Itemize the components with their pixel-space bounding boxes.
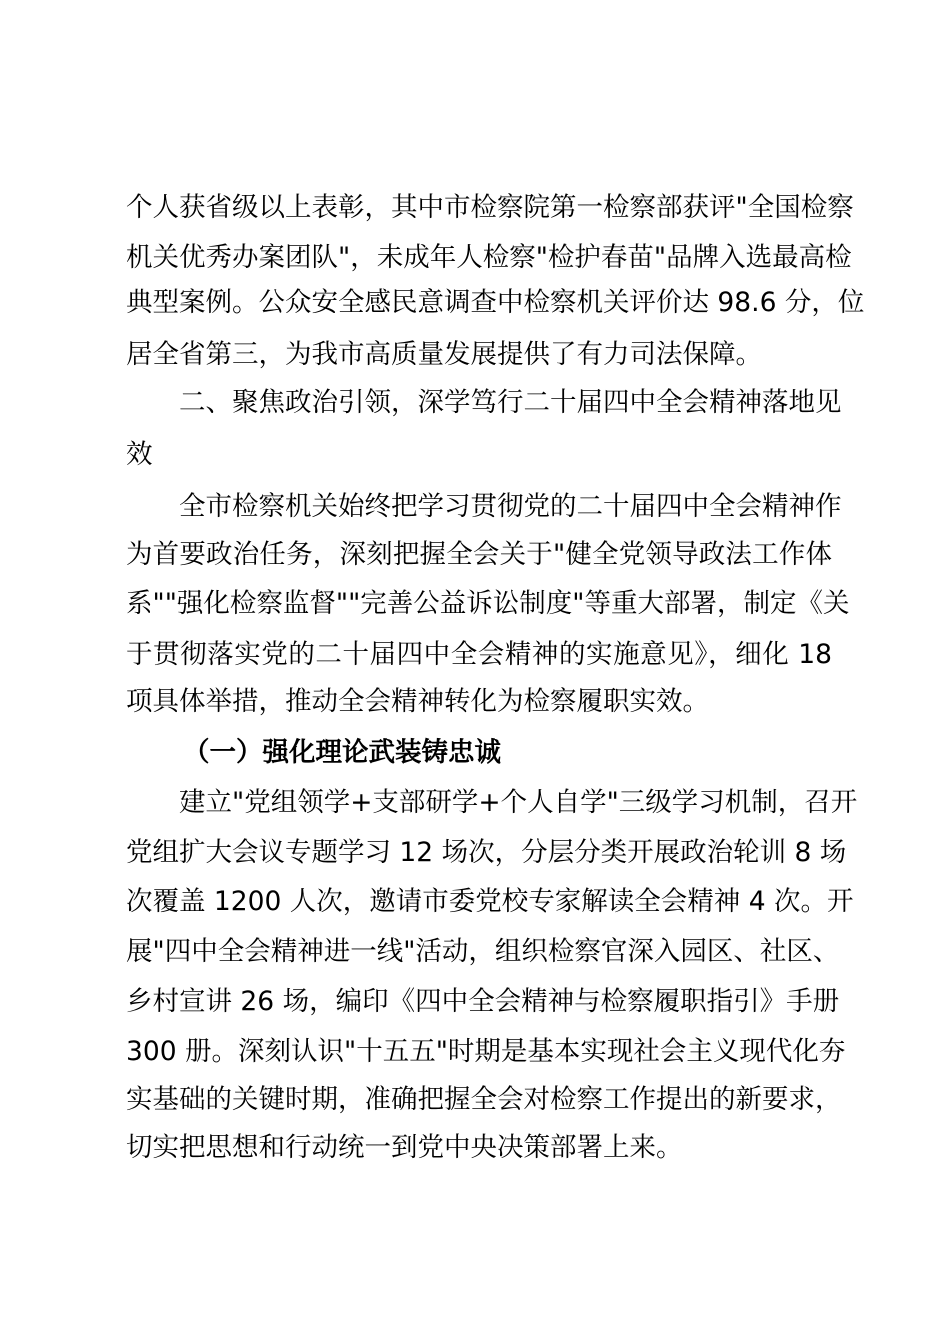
paragraph-line: 乡村宣讲 26 场，编印《四中全会精神与检察履职指引》手册: [126, 986, 840, 1017]
paragraph-line: 全市检察机关始终把学习贯彻党的二十届四中全会精神作: [179, 491, 842, 522]
paragraph-line: 展"四中全会精神进一线"活动，组织检察官深入园区、社区、: [126, 936, 840, 967]
paragraph-line: 300 册。深刻认识"十五五"时期是基本实现社会主义现代化夯: [126, 1036, 846, 1067]
paragraph-line: 系""强化检察监督""完善公益诉讼制度"等重大部署，制定《关: [126, 588, 850, 619]
paragraph-line: 次覆盖 1200 人次，邀请市委党校专家解读全会精神 4 次。开: [126, 886, 854, 917]
paragraph-line: 建立"党组领学+支部研学+个人自学"三级学习机制，召开: [179, 787, 858, 818]
paragraph-line: 党组扩大会议专题学习 12 场次，分层分类开展政治轮训 8 场: [126, 837, 847, 868]
paragraph-line: 为首要政治任务，深刻把握全会关于"健全党领导政法工作体: [126, 539, 832, 570]
section-heading-line: 效: [126, 439, 153, 470]
paragraph-line: 机关优秀办案团队"，未成年人检察"检护春苗"品牌入选最高检: [126, 242, 852, 273]
section-heading-line: 二、聚焦政治引领，深学笃行二十届四中全会精神落地见: [179, 387, 842, 418]
paragraph-line: 个人获省级以上表彰，其中市检察院第一检察部获评"全国检察: [126, 192, 854, 223]
subsection-heading: （一）强化理论武装铸忠诚: [183, 737, 501, 768]
paragraph-line: 切实把思想和行动统一到党中央决策部署上来。: [126, 1132, 683, 1163]
paragraph-line: 居全省第三，为我市高质量发展提供了有力司法保障。: [126, 339, 762, 370]
paragraph-line: 典型案例。公众安全感民意调查中检察机关评价达 98.6 分，位: [126, 287, 865, 318]
paragraph-line: 实基础的关键时期，准确把握全会对检察工作提出的新要求，: [126, 1084, 842, 1115]
paragraph-line: 于贯彻落实党的二十届四中全会精神的实施意见》，细化 18: [126, 639, 832, 670]
paragraph-line: 项具体举措，推动全会精神转化为检察履职实效。: [126, 686, 709, 717]
